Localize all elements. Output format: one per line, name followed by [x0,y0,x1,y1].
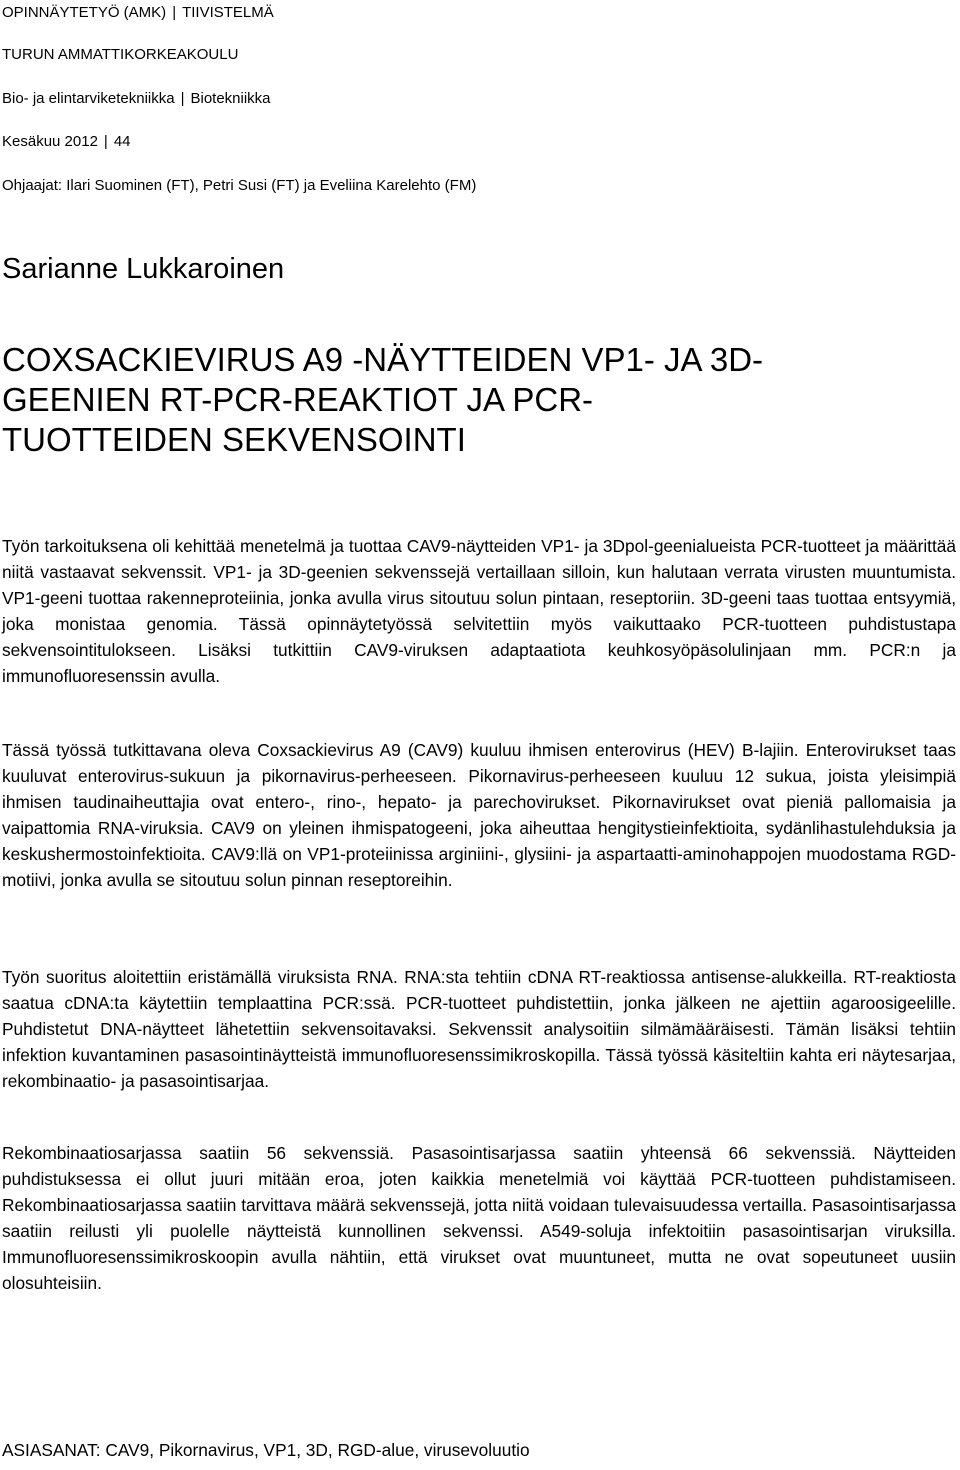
page-count: 44 [113,133,131,150]
document-type: OPINNÄYTETYÖ (AMK) [2,4,167,21]
title-line: COXSACKIEVIRUS A9 -NÄYTTEIDEN VP1- JA 3D- [2,341,764,378]
keywords: ASIASANAT: CAV9, Pikornavirus, VP1, 3D, RGD-alue, virusevoluutio [2,1440,530,1460]
separator: | [103,133,108,150]
document-type-line [2,4,274,22]
abstract-paragraph-2: Tässä työssä tutkittavana oleva Coxsackievirus A9 (CAV9) kuuluu ihmisen enterovirus (HEV) B-lajiin. Enterovirukset taas kuuluvat enterovirus-sukuun ja pikornavirus-perheeseen. Pikornavirus-perheeseen kuuluu 12 sukua, joista yleisimpiä ihmisen taudinaiheuttajia ovat entero-, rino-, hepato- ja parechovirukset. Pikornavirukset ovat pieniä pallomaisia ja vaipattomia RNA-viruksia. CAV9 on yleinen ihmispatogeeni, joka aiheuttaa hengitystieinfektioita, sydänlihastulehduksia ja keskushermostoinfektioita. CAV9:llä on VP1-proteiinissa arginiini-, glysiini- ja aspartaatti-aminohappojen muodostama RGD-motiivi, jonka avulla se sitoutuu solun pinnan reseptoreihin. [2,740,956,891]
title-line: GEENIEN RT-PCR-REAKTIOT JA PCR- [2,381,594,418]
supervisors: Ohjaajat: Ilari Suominen (FT), Petri Susi (FT) ja Eveliina Karelehto (FM) [2,177,477,194]
title-line: TUOTTEIDEN SEKVENSOINTI [2,421,466,458]
abstract-paragraph-1: Työn tarkoituksena oli kehittää menetelmä ja tuottaa CAV9-näytteiden VP1- ja 3Dpol-geenialueista PCR-tuotteet ja määrittää niitä vastaavat sekvenssit. VP1- ja 3D-geenien sekvenssejä vertaillaan silloin, kun halutaan verrata virusten muuntumista. VP1-geeni tuottaa rakenneproteiinia, jonka avulla virus sitoutuu solun pintaan, reseptoriin. 3D-geeni taas tuottaa entsyymiä, joka monistaa genomia. Tässä opinnäytetyössä selvitettiin myös vaikuttaako PCR-tuotteen puhdistustapa sekvensointitulokseen. Lisäksi tutkittiin CAV9-viruksen adaptaatiota keuhkosyöpäsolulinjaan mm. PCR:n ja immunofluoresenssin avulla. [2,536,956,687]
document-kind: TIIVISTELMÄ [182,4,274,21]
thesis-title [2,340,922,460]
abstract-paragraph-4: Rekombinaatiosarjassa saatiin 56 sekvenssiä. Pasasointisarjassa saatiin yhteensä 66 sekvenssiä. Näytteiden puhdistuksessa ei ollut juuri mitään eroa, joten kaikkia menetelmiä voi käyttää PCR-tuotteen puhdistamiseen. Rekombinaatiosarjassa saatiin tarvittava määrä sekvenssejä, jotta niitä voidaan tulevaisuudessa vertailla. Pasasointisarjassa saatiin reilusti yli puolelle näytteistä kunnollinen sekvenssi. A549-soluja infektoitiin pasasointisarjan viruksilla. Immunofluoresenssimikroskoopin avulla nähtiin, että virukset ovat muuntuneet, mutta ne ovat sopeutuneet uusiin olosuhteisiin. [2,1143,956,1294]
degree-programme: Bio- ja elintarviketekniikka [2,90,175,107]
specialisation: Biotekniikka [190,90,271,107]
date-pages-line [2,133,131,151]
school-name: TURUN AMMATTIKORKEAKOULU [2,46,239,63]
abstract-paragraph-3: Työn suoritus aloitettiin eristämällä viruksista RNA. RNA:sta tehtiin cDNA RT-reaktiossa antisense-alukkeilla. RT-reaktiosta saatua cDNA:ta käytettiin templaattina PCR:ssä. PCR-tuotteet puhdistettiin, jonka jälkeen ne ajettiin agaroosigeelille. Puhdistetut DNA-näytteet lähetettiin sekvensoitavaksi. Sekvenssit analysoitiin silmämääräisesti. Tämän lisäksi tehtiin infektion kuvantaminen pasasointinäytteistä immunofluoresenssimikroskopilla. Tässä työssä käsiteltiin kahta eri näytesarjaa, rekombinaatio- ja pasasointisarjaa. [2,967,956,1092]
author-name: Sarianne Lukkaroinen [2,253,285,285]
separator: | [172,4,177,21]
publication-date: Kesäkuu 2012 [2,133,98,150]
separator: | [180,90,185,107]
programme-line [2,90,271,108]
